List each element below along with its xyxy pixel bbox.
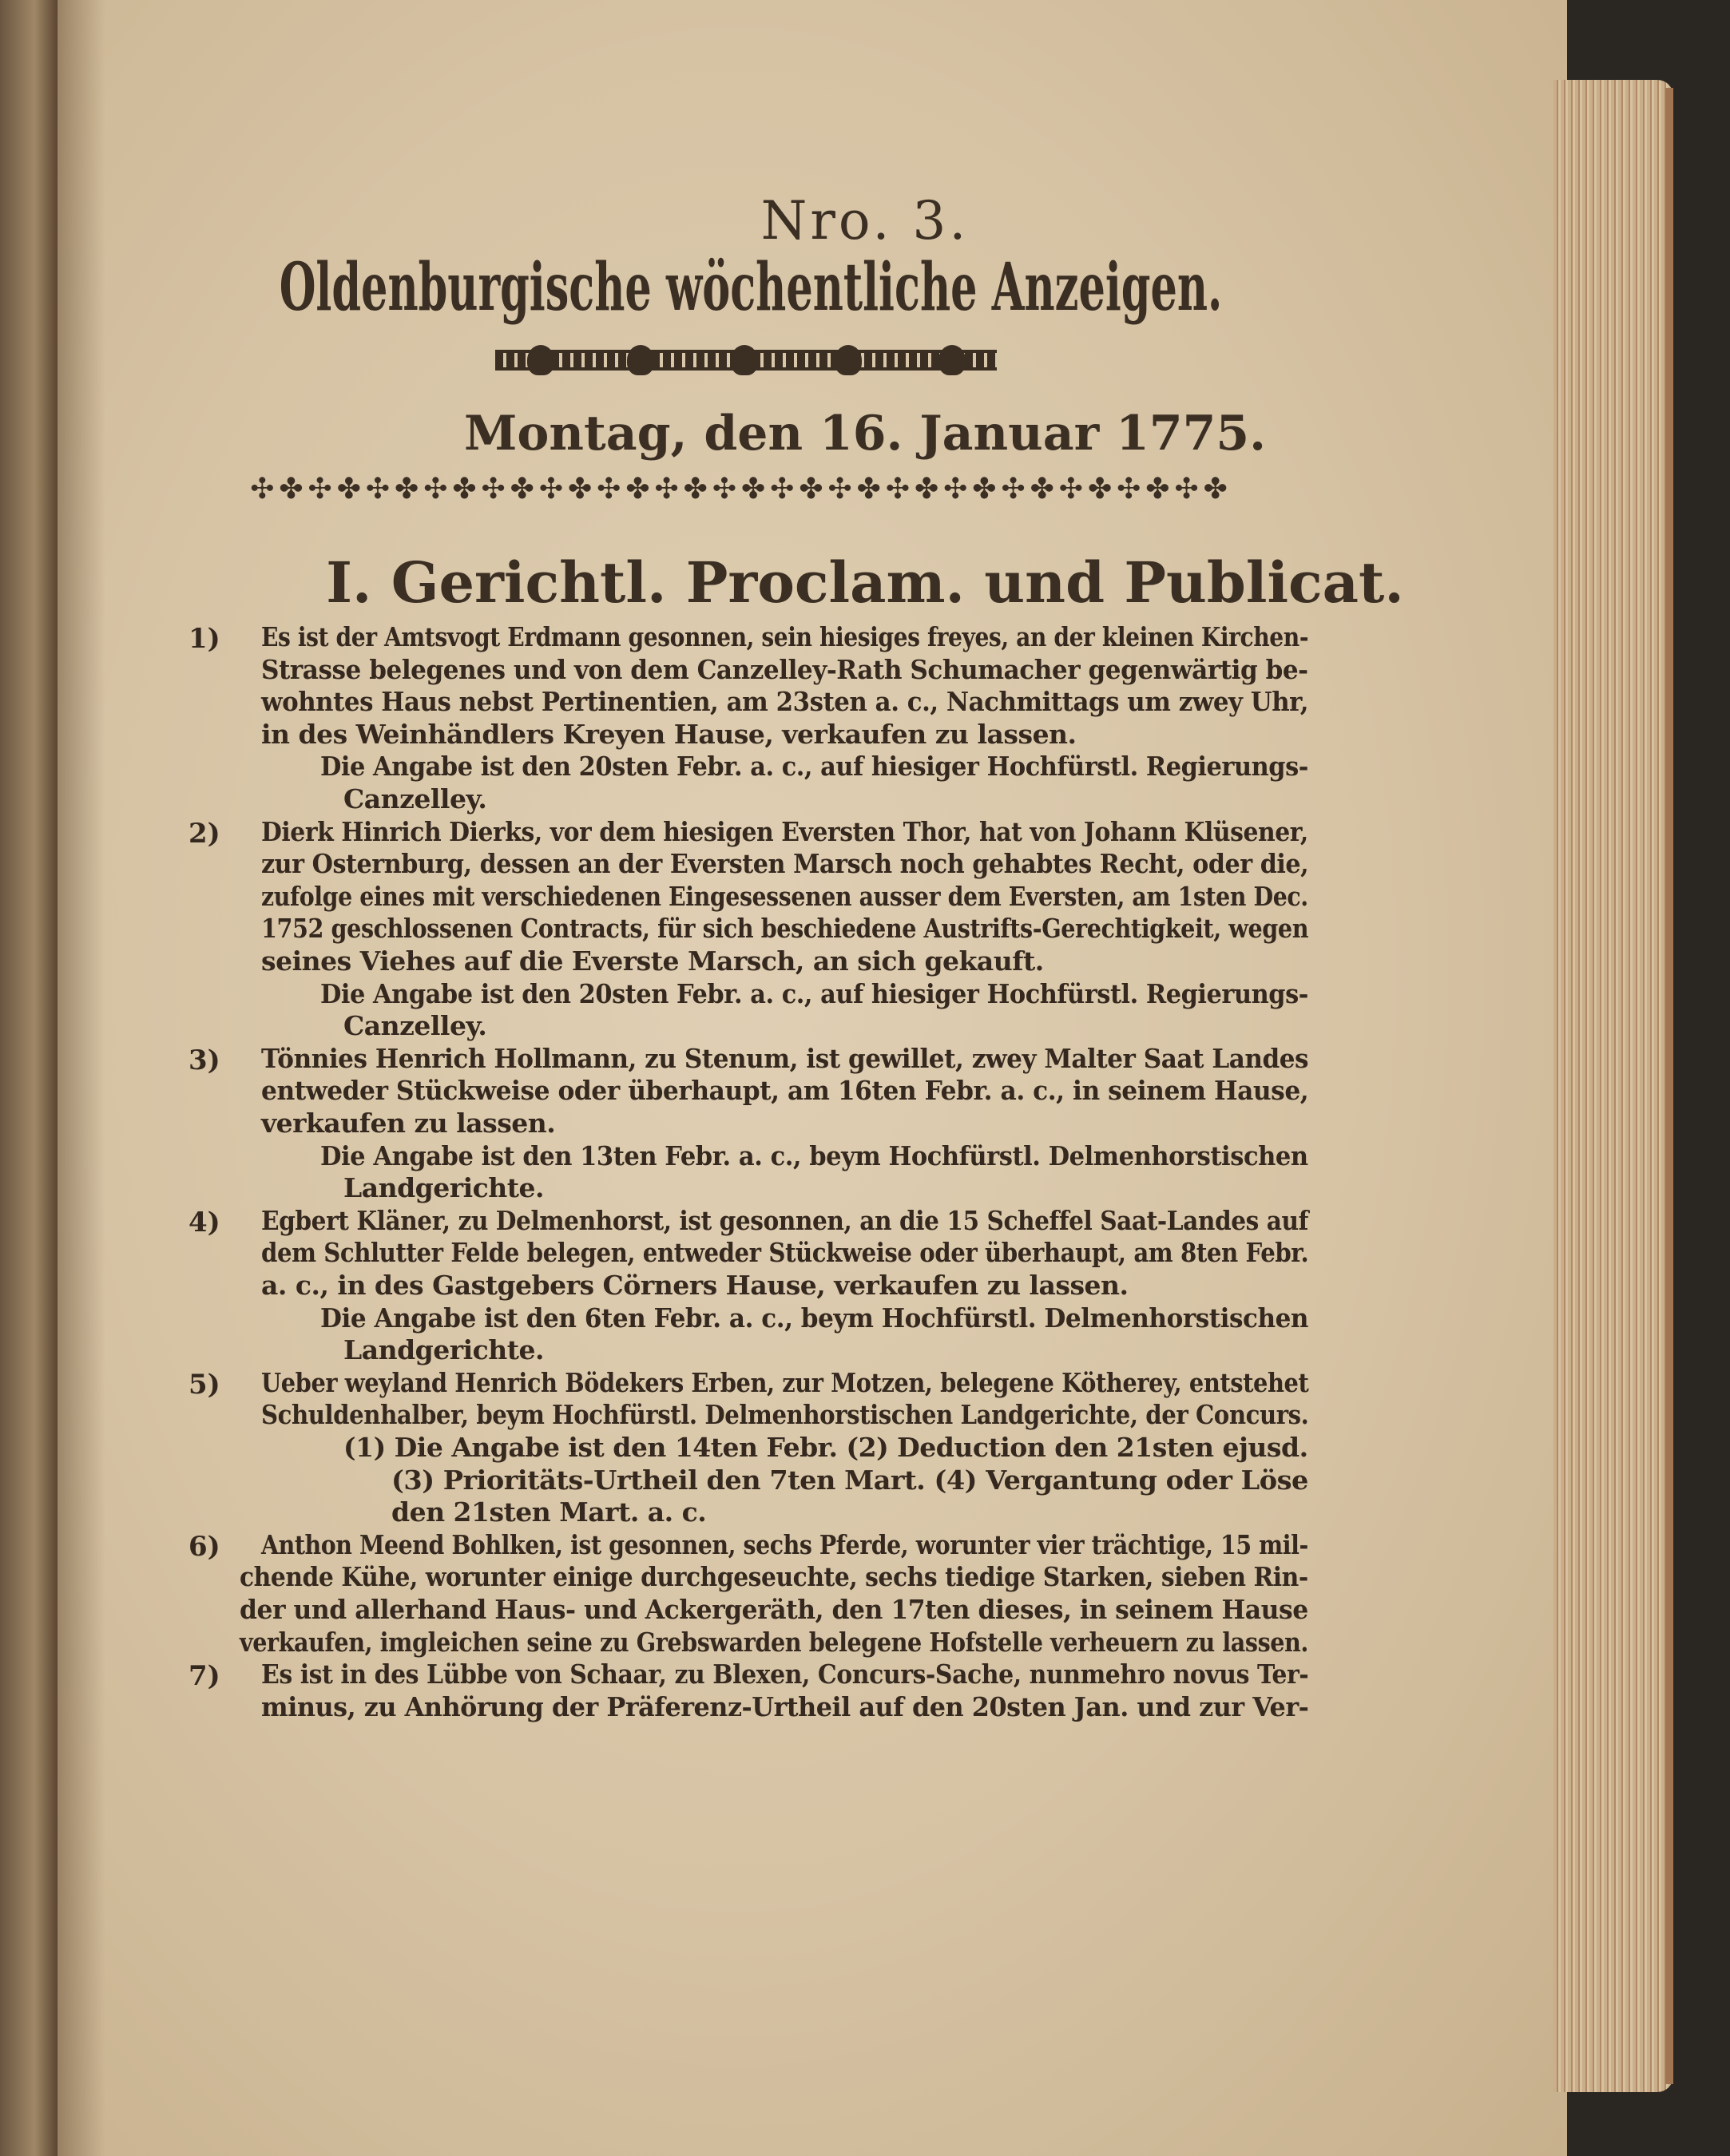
shell-ornament-icon bbox=[938, 345, 966, 375]
notice-line: Landgerichte. bbox=[343, 1334, 544, 1366]
notice-line: minus, zu Anhörung der Präferenz-Urtheil auf den 20sten Jan. und zur Ver- bbox=[261, 1690, 1309, 1722]
notice-line: Anthon Meend Bohlken, ist gesonnen, sechs Pferde, worunter vier trächtige, 15 mil- bbox=[261, 1528, 1308, 1560]
book-gutter bbox=[58, 0, 105, 2156]
notice-line: verkaufen zu lassen. bbox=[261, 1108, 556, 1139]
ornamental-rule bbox=[495, 350, 997, 371]
issue-date: Montag, den 16. Januar 1775. bbox=[463, 406, 1267, 462]
notice-line: den 21sten Mart. a. c. bbox=[391, 1496, 707, 1528]
notice-line: wohntes Haus nebst Pertinentien, am 23sten a. c., Nachmittags um zwey Uhr, bbox=[261, 686, 1308, 718]
page-stack-shadow bbox=[1665, 88, 1673, 2084]
notice-number: 4) bbox=[188, 1206, 220, 1239]
notice-number: 7) bbox=[188, 1660, 220, 1693]
notice-line: Tönnies Henrich Hollmann, zu Stenum, ist gewillet, zwey Malter Saat Landes bbox=[261, 1042, 1309, 1074]
notice-line: Landgerichte. bbox=[343, 1172, 544, 1204]
notice-line: dem Schlutter Felde belegen, entweder Stückweise oder überhaupt, am 8ten Febr. bbox=[261, 1237, 1309, 1269]
notice-number: 3) bbox=[188, 1044, 220, 1076]
notice-line: Ueber weyland Henrich Bödekers Erben, zur Motzen, belegene Kötherey, entstehet bbox=[261, 1366, 1309, 1398]
notice-line: (1) Die Angabe ist den 14ten Febr. (2) Deduction den 21sten ejusd. bbox=[343, 1432, 1308, 1463]
notice-line: der und allerhand Haus- und Ackergeräth, den 17ten dieses, in seinem Hause bbox=[240, 1594, 1308, 1625]
notice-line: a. c., in des Gastgebers Cörners Hause, verkaufen zu lassen. bbox=[261, 1270, 1129, 1301]
notice-line: chende Kühe, worunter einige durchgeseuchte, sechs tiedige Starken, sieben Rin- bbox=[240, 1561, 1308, 1593]
notice-line: Canzelley. bbox=[343, 1010, 487, 1042]
shell-ornament-icon bbox=[835, 345, 862, 375]
notice-line: 1752 geschlossenen Contracts, für sich beschiedene Austrifts-Gerechtigkeit, wegen bbox=[261, 913, 1309, 945]
notice-line: zufolge eines mit verschiedenen Eingesessenen ausser dem Eversten, am 1sten Dec. bbox=[261, 880, 1308, 912]
notice-line: verkaufen, imgleichen seine zu Grebswarden belegene Hofstelle verheuern zu lassen. bbox=[240, 1626, 1308, 1658]
issue-number: Nro. 3. bbox=[760, 190, 970, 252]
section-heading: I. Gerichtl. Proclam. und Publicat. bbox=[326, 549, 1404, 616]
shell-ornament-icon bbox=[527, 345, 554, 375]
notice-line: (3) Prioritäts-Urtheil den 7ten Mart. (4) Vergantung oder Löse bbox=[391, 1464, 1308, 1496]
notice-line: Dierk Hinrich Dierks, vor dem hiesigen Eversten Thor, hat von Johann Klüsener, bbox=[261, 815, 1308, 847]
notice-number: 1) bbox=[188, 623, 220, 655]
notice-line: Egbert Kläner, zu Delmenhorst, ist gesonnen, an die 15 Scheffel Saat-Landes auf bbox=[261, 1204, 1308, 1236]
notice-line: zur Osternburg, dessen an der Eversten Marsch noch gehabtes Recht, oder die, bbox=[261, 848, 1309, 880]
fleuron-border: ✣✤✣✤✣✤✣✤✣✤✣✤✣✤✣✤✣✤✣✤✣✤✣✤✣✤✣✤✣✤✣✤✣✤ bbox=[250, 473, 1232, 505]
notice-line: Strasse belegenes und von dem Canzelley-Rath Schumacher gegenwärtig be- bbox=[261, 653, 1308, 685]
shell-ornament-icon bbox=[627, 345, 654, 375]
notice-line: Die Angabe ist den 6ten Febr. a. c., beym Hochfürstl. Delmenhorstischen bbox=[320, 1302, 1309, 1334]
page-stack-edge bbox=[1553, 80, 1673, 2092]
shell-ornament-icon bbox=[731, 345, 758, 375]
notice-number: 2) bbox=[188, 817, 220, 850]
notice-line: Canzelley. bbox=[343, 783, 487, 814]
notice-number: 5) bbox=[188, 1368, 220, 1401]
notice-line: Es ist der Amtsvogt Erdmann gesonnen, sein hiesiges freyes, an der kleinen Kirchen- bbox=[261, 621, 1309, 652]
notice-line: in des Weinhändlers Kreyen Hause, verkaufen zu lassen. bbox=[261, 718, 1077, 750]
notice-line: Schuldenhalber, beym Hochfürstl. Delmenhorstischen Landgerichte, der Concurs. bbox=[261, 1399, 1309, 1431]
notice-number: 6) bbox=[188, 1530, 220, 1563]
notice-line: Die Angabe ist den 13ten Febr. a. c., beym Hochfürstl. Delmenhorstischen bbox=[320, 1139, 1308, 1171]
notice-line: entweder Stückweise oder überhaupt, am 16ten Febr. a. c., in seinem Hause, bbox=[261, 1075, 1309, 1107]
notice-line: Die Angabe ist den 20sten Febr. a. c., auf hiesiger Hochfürstl. Regierungs- bbox=[320, 977, 1308, 1009]
newspaper-title: Oldenburgische wöchentliche Anzeigen. bbox=[279, 249, 1223, 326]
notice-line: seines Viehes auf die Everste Marsch, an sich gekauft. bbox=[261, 945, 1044, 977]
left-page-edge bbox=[0, 0, 58, 2156]
notice-line: Die Angabe ist den 20sten Febr. a. c., auf hiesiger Hochfürstl. Regierungs- bbox=[320, 751, 1308, 783]
notice-line: Es ist in des Lübbe von Schaar, zu Blexen, Concurs-Sache, nunmehro novus Ter- bbox=[261, 1659, 1309, 1690]
